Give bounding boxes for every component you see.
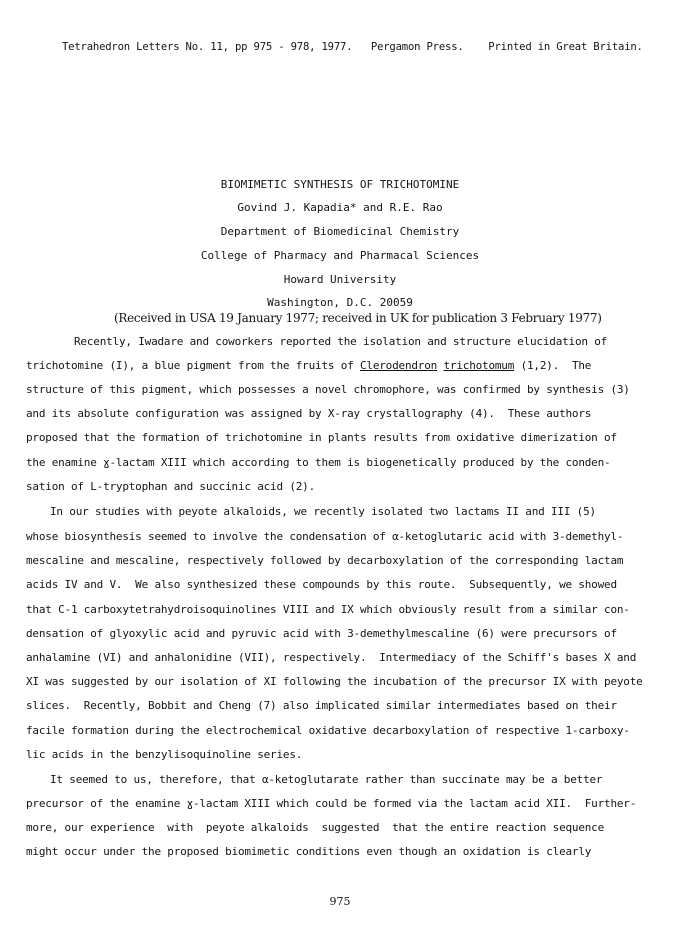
body-line: sation of L-tryptophan and succinic acid (2).	[26, 480, 316, 493]
affiliation-department: Department of Biomedicinal Chemistry	[220, 225, 460, 238]
body-line: and its absolute configuration was assigned by X-ray crystallography (4). These authors	[26, 407, 592, 420]
body-line: structure of this pigment, which possesses a novel chromophore, was confirmed by synthesis (3)	[26, 383, 630, 396]
body-text: trichotomine (I), a blue pigment from the fruits of	[26, 359, 360, 372]
body-line: anhalamine (VI) and anhalonidine (VII), respectively. Intermediacy of the Schiff's bases X and	[26, 651, 637, 664]
body-line: whose biosynthesis seemed to involve the condensation of α-ketoglutaric acid with 3-demethyl-	[26, 530, 624, 543]
body-line: more, our experience with peyote alkaloids suggested that the entire reaction sequence	[26, 821, 605, 834]
body-line: lic acids in the benzylisoquinoline series.	[26, 748, 303, 761]
body-line: proposed that the formation of trichotomine in plants results from oxidative dimerization of	[26, 431, 617, 444]
body-line: precursor of the enamine ɣ-lactam XIII which could be formed via the lactam acid XII. Further-	[26, 797, 637, 810]
journal-header: Tetrahedron Letters No. 11, pp 975 - 978, 1977. Pergamon Press. Printed in Great Britain.	[62, 41, 643, 53]
article-title: BIOMIMETIC SYNTHESIS OF TRICHOTOMINE	[220, 178, 460, 191]
body-line: that C-1 carboxytetrahydroisoquinolines VIII and IX which obviously result from a similar con-	[26, 603, 630, 616]
body-line: might occur under the proposed biomimetic conditions even though an oxidation is clearly	[26, 845, 592, 858]
body-line: facile formation during the electrochemical oxidative decarboxylation of respective 1-carboxy-	[26, 724, 630, 737]
body-text: (1,2). The	[514, 359, 592, 372]
page-number: 975	[329, 895, 351, 908]
body-line: It seemed to us, therefore, that α-ketoglutarate rather than succinate may be a better	[50, 773, 603, 786]
authors: Govind J. Kapadia* and R.E. Rao	[237, 201, 443, 214]
body-line: mescaline and mescaline, respectively followed by decarboxylation of the corresponding lactam	[26, 554, 624, 567]
body-line: the enamine ɣ-lactam XIII which according to them is biogenetically produced by the conden-	[26, 456, 611, 469]
body-line	[26, 359, 591, 372]
body-line: slices. Recently, Bobbit and Cheng (7) also implicated similar intermediates based on their	[26, 699, 617, 712]
body-line: XI was suggested by our isolation of XI following the incubation of the precursor IX with peyote	[26, 675, 643, 688]
affiliation-university: Howard University	[283, 273, 397, 286]
genus-name: Clerodendron	[359, 359, 438, 372]
species-name: trichotomum	[443, 359, 515, 372]
body-line: acids IV and V. We also synthesized these compounds by this route. Subsequently, we showed	[26, 578, 617, 591]
body-line: Recently, Iwadare and coworkers reported the isolation and structure elucidation of	[74, 335, 608, 348]
received-dates: (Received in USA 19 January 1977; received in UK for publication 3 February 1977)	[114, 311, 602, 325]
body-line: In our studies with peyote alkaloids, we recently isolated two lactams II and III (5)	[50, 505, 596, 518]
body-line: densation of glyoxylic acid and pyruvic acid with 3-demethylmescaline (6) were precursors of	[26, 627, 617, 640]
affiliation-college: College of Pharmacy and Pharmacal Sciences	[200, 249, 480, 262]
affiliation-address: Washington, D.C. 20059	[267, 296, 413, 309]
